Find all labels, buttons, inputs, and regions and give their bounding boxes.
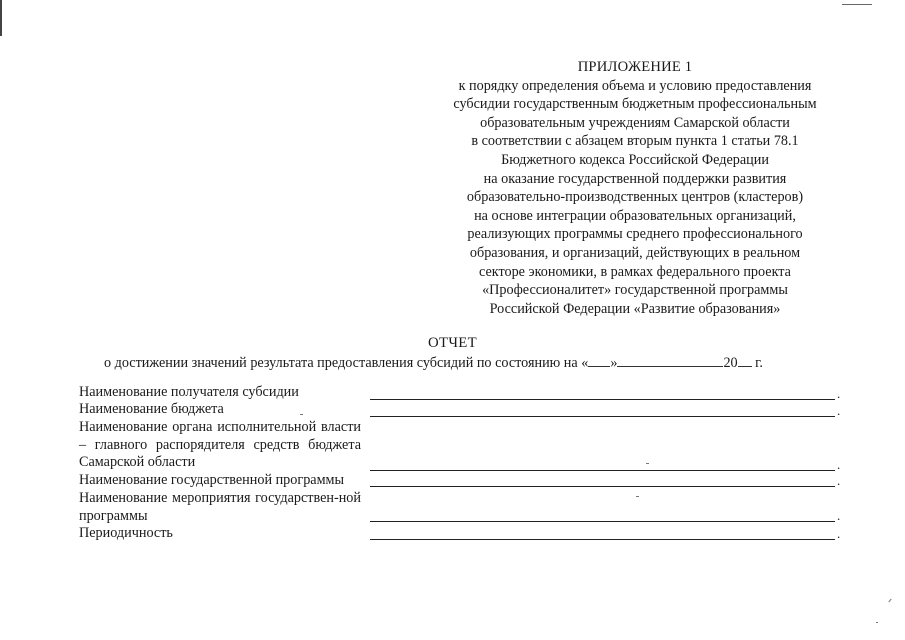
field-end-mark: . [837, 526, 841, 541]
appendix-line: образовательным учреждениям Самарской области [480, 114, 790, 131]
scan-edge-line [0, 0, 2, 36]
scan-speck [300, 414, 303, 415]
field-label: Наименование получателя субсидии [79, 384, 299, 400]
report-subtitle-suffix: г. [755, 355, 763, 371]
appendix-line: Российской Федерации «Развитие образования» [489, 300, 781, 317]
appendix-line: на оказание государственной поддержки развития [483, 170, 787, 187]
appendix-line: субсидии государственным бюджетным профессиональным [453, 96, 817, 113]
appendix-line: реализующих программы среднего профессионального [467, 226, 803, 243]
field-underline[interactable] [370, 486, 835, 487]
field-end-mark: . [837, 403, 841, 418]
field-label: Наименование бюджета [79, 401, 224, 417]
field-end-mark: . [837, 508, 841, 523]
field-underline[interactable] [370, 539, 835, 540]
field-label: Периодичность [79, 525, 173, 541]
field-label: Наименование органа исполнительной власти – главного распорядителя средств бюджета Самарской области [79, 419, 361, 470]
field-end-mark: . [837, 473, 841, 488]
report-subtitle-mid: » [610, 355, 618, 371]
report-subtitle-prefix: о достижении значений результата предоставления субсидий по состоянию на « [104, 355, 589, 371]
appendix-title: ПРИЛОЖЕНИЕ 1 [577, 59, 693, 75]
field-underline[interactable] [370, 399, 835, 400]
field-label: Наименование государственной программы [79, 472, 345, 488]
appendix-header [420, 58, 850, 318]
day-blank [588, 353, 610, 367]
field-underline[interactable] [370, 470, 835, 471]
scan-mark [842, 4, 872, 5]
field-end-mark: . [837, 386, 841, 401]
year-blank [738, 353, 752, 367]
appendix-line: на основе интеграции образовательных организаций, [474, 207, 796, 224]
field-label: Наименование мероприятия государствен-ной программы [79, 490, 361, 524]
appendix-line: секторе экономики, в рамках федерального проекта [479, 263, 791, 280]
report-subtitle-year: 20 [723, 355, 738, 371]
appendix-line: образовательно-производственных центров (кластеров) [466, 189, 804, 206]
scan-speck [888, 599, 891, 603]
appendix-line: образования, и организаций, действующих в реальном [469, 244, 801, 261]
appendix-line: «Профессионалитет» государственной программы [482, 282, 788, 299]
field-underline[interactable] [370, 416, 835, 417]
appendix-line: к порядку определения объема и условию предоставления [458, 77, 812, 94]
field-underline[interactable] [370, 521, 835, 522]
scan-speck [646, 463, 649, 464]
appendix-line: Бюджетного кодекса Российской Федерации [501, 151, 769, 168]
month-blank [617, 353, 723, 367]
appendix-line: в соответствии с абзацем вторым пункта 1 статьи 78.1 [471, 133, 799, 150]
scan-speck [636, 496, 639, 497]
field-end-mark: . [837, 457, 841, 472]
report-subtitle [104, 353, 763, 372]
scan-speck [876, 622, 878, 623]
report-title: ОТЧЕТ [428, 335, 477, 351]
